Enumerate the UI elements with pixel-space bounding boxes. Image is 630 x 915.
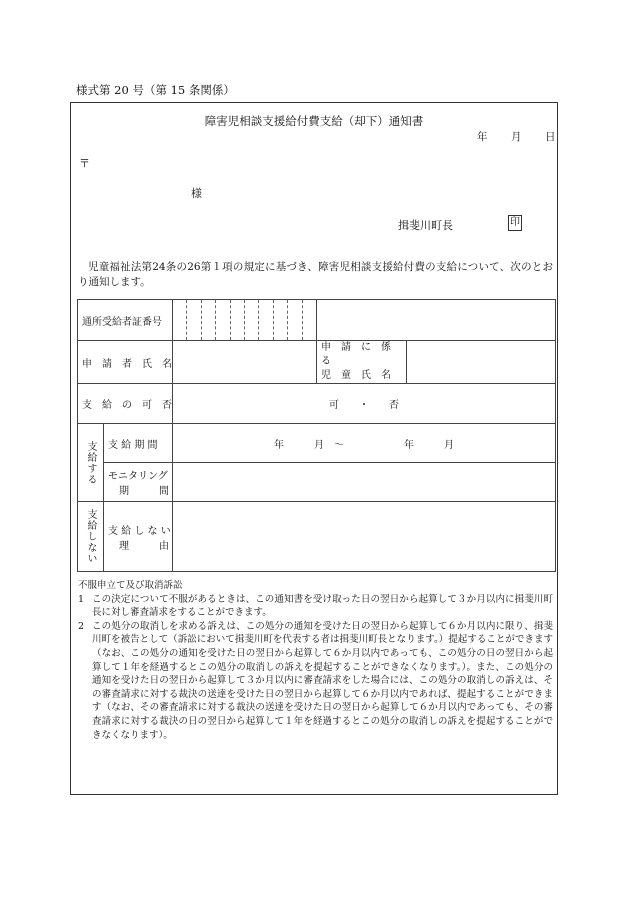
recipient-no-blank: [317, 300, 556, 341]
notice-form: [70, 102, 558, 795]
nogrant-group-label-cell: [78, 502, 104, 572]
monitoring-field[interactable]: [173, 463, 556, 502]
postal-mark: 〒: [79, 157, 90, 170]
table-row-monitoring: [78, 463, 556, 502]
grant-group-label: 支給する: [85, 440, 96, 485]
table-row-recipient-no: [78, 300, 556, 341]
period-field[interactable]: 年 月 ～ 年 月: [173, 424, 556, 463]
list-item: [78, 620, 553, 742]
monitoring-label-line2: 期 間: [119, 486, 169, 497]
reason-label-line1: 支 給 し な い: [108, 525, 171, 537]
approval-label: 支 給 の 可 否: [78, 384, 173, 424]
notice-body: 児童福祉法第24条の26第１項の規定に基づき、障害児相談支援給付費の支給について、次のとおり通知します。: [78, 261, 553, 288]
table-row-reason: [78, 502, 556, 572]
seal-mark: 印: [508, 215, 522, 231]
table-row-approval: [78, 384, 556, 424]
nogrant-group-label: 支給しない: [85, 509, 96, 564]
grant-group-label-cell: [78, 424, 104, 502]
child-label-line2: 児 童 氏 名: [321, 370, 391, 381]
monitoring-label-cell: [104, 463, 173, 502]
monitoring-label-line1: モニタリング: [108, 471, 168, 482]
table-row-applicant: [78, 341, 556, 384]
date-year-label: 年: [477, 131, 488, 143]
reason-label-cell: [104, 502, 173, 572]
table-row-period: [78, 424, 556, 463]
date-day-label: 日: [545, 131, 556, 143]
list-item: [78, 593, 553, 620]
appeal-notes-heading: 不服申立て及び取消訴訟: [78, 580, 183, 591]
child-label-line1: 申 請 に 係 る: [321, 342, 401, 367]
recipient-no-digit-boxes[interactable]: [173, 300, 317, 341]
note-number: 2: [78, 620, 85, 632]
note-text: この決定について不服があるときは、この通知書を受け取った日の翌日から起算して３か月以内に揖斐川町長に対し審査請求をすることができます。: [92, 593, 553, 619]
approval-value[interactable]: 可 ・ 否: [173, 384, 556, 424]
child-name-field[interactable]: [407, 341, 556, 384]
form-number-label: 様式第 20 号（第 15 条関係）: [76, 83, 235, 97]
form-title: 障害児相談支援給付費支給（却下）通知書: [204, 114, 424, 128]
recipient-no-label: 通所受給者証番号: [78, 300, 173, 341]
issuer-name: 揖斐川町長: [398, 219, 453, 232]
note-text: この処分の取消しを求める訴えは、この処分の通知を受けた日の翌日から起算して６か月以内に限り、揖斐川町を被告として（訴訟において揖斐川町を代表する者は揖斐川町長となります。）提起することができます（なお、この処分の通知を受けた日の翌日から起算して６か月以内であっても、この処分の日の翌日から起算して１年を経過するとこの処分の取消しの訴えを提起することができなくなります。）。また、この処分の通知を受けた日の翌日から起算して３か月以内に審査請求をした場合には、この処分の取消しの訴えは、その審査請求に対する裁決の送達を受けた日の翌日から起算して６か月以内であれば、提起することができます（なお、その審査請求に対する裁決の送達を受けた日の翌日から起算して６か月以内であっても、その審査請求に対する裁決の日の翌日から起算して１年を経過するとこの処分の取消しの訴えを提起することができなくなります）。: [92, 620, 553, 741]
note-number: 1: [78, 593, 85, 605]
period-label: 支 給 期 間: [104, 424, 173, 463]
addressee-suffix: 様: [191, 187, 202, 200]
reason-field[interactable]: [173, 502, 556, 572]
appeal-notes: [78, 579, 553, 742]
applicant-name-field[interactable]: [173, 341, 317, 384]
applicant-name-label: 申 請 者 氏 名: [78, 341, 173, 384]
reason-label-line2: 理 由: [119, 540, 169, 552]
details-table: [77, 299, 556, 572]
date-month-label: 月: [511, 131, 522, 143]
child-name-label-cell: [317, 341, 407, 384]
